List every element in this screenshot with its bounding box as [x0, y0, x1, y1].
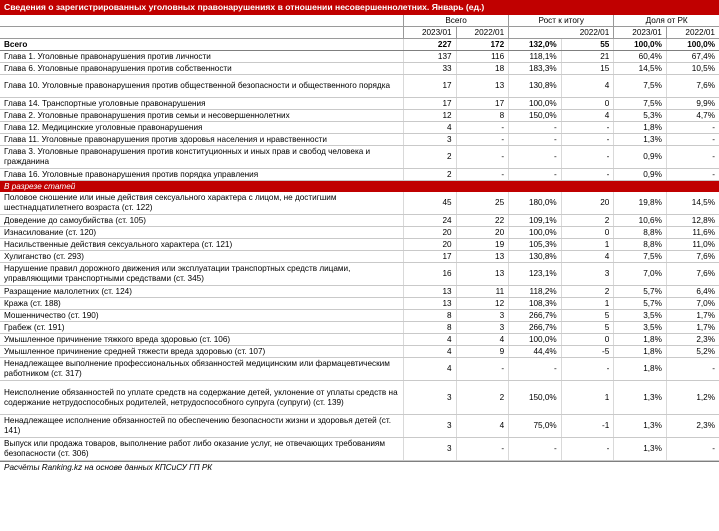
header-period-row: [0, 27, 719, 39]
growth-percent: -: [509, 146, 562, 169]
growth-abs: 5: [561, 322, 614, 334]
share-2023: 7,5%: [614, 75, 667, 98]
share-2022: 11,6%: [666, 227, 719, 239]
growth-abs: 4: [561, 251, 614, 263]
header-growth: Рост к итогу: [509, 15, 614, 27]
row-label: Всего: [0, 39, 403, 51]
growth-percent: 118,1%: [509, 51, 562, 63]
share-2022: 67,4%: [666, 51, 719, 63]
share-2023: 7,0%: [614, 263, 667, 286]
growth-percent: 100,0%: [509, 98, 562, 110]
row-label: Глава 10. Уголовные правонарушения против общественной безопасности и общественного порядка: [0, 75, 403, 98]
article-row: [0, 251, 719, 263]
growth-abs: 55: [561, 39, 614, 51]
growth-abs: -: [561, 438, 614, 461]
growth-percent: 180,0%: [509, 192, 562, 215]
growth-percent: 118,2%: [509, 286, 562, 298]
chapter-row: [0, 146, 719, 169]
value-2023: 33: [403, 63, 456, 75]
share-2023: 5,3%: [614, 110, 667, 122]
chapter-row: [0, 98, 719, 110]
value-2023: 17: [403, 251, 456, 263]
value-2022: 25: [456, 192, 509, 215]
share-2022: 12,8%: [666, 215, 719, 227]
value-2022: 11: [456, 286, 509, 298]
growth-percent: -: [509, 438, 562, 461]
growth-percent: 123,1%: [509, 263, 562, 286]
value-2023: 227: [403, 39, 456, 51]
value-2022: 13: [456, 263, 509, 286]
value-2022: -: [456, 122, 509, 134]
value-2022: 4: [456, 415, 509, 438]
row-label: Хулиганство (ст. 293): [0, 251, 403, 263]
growth-abs: 5: [561, 310, 614, 322]
article-row: [0, 239, 719, 251]
growth-abs: 1: [561, 298, 614, 310]
chapter-row: [0, 63, 719, 75]
value-2023: 4: [403, 346, 456, 358]
chapter-row: [0, 75, 719, 98]
growth-abs: 0: [561, 227, 614, 239]
value-2023: 3: [403, 438, 456, 461]
row-label: Половое сношение или иные действия сексуального характера с лицом, не достигшим шестнадцатилетнего возраста (ст. 122): [0, 192, 403, 215]
share-2022: 14,5%: [666, 192, 719, 215]
growth-percent: 183,3%: [509, 63, 562, 75]
share-2023: 1,8%: [614, 346, 667, 358]
share-2023: 3,5%: [614, 310, 667, 322]
share-2022: 9,9%: [666, 98, 719, 110]
share-2023: 5,7%: [614, 298, 667, 310]
value-2023: 16: [403, 263, 456, 286]
row-label: Изнасилование (ст. 120): [0, 227, 403, 239]
header-period: 2022/01: [509, 27, 614, 39]
growth-abs: 2: [561, 286, 614, 298]
growth-abs: 2: [561, 215, 614, 227]
growth-abs: -: [561, 169, 614, 181]
growth-percent: -: [509, 122, 562, 134]
growth-percent: 130,8%: [509, 251, 562, 263]
share-2022: 7,6%: [666, 263, 719, 286]
share-2022: 7,0%: [666, 298, 719, 310]
share-2023: 100,0%: [614, 39, 667, 51]
share-2022: -: [666, 438, 719, 461]
row-label: Разращение малолетних (ст. 124): [0, 286, 403, 298]
value-2023: 45: [403, 192, 456, 215]
growth-abs: 1: [561, 381, 614, 415]
section-header-row: [0, 181, 719, 193]
value-2023: 4: [403, 358, 456, 381]
value-2022: -: [456, 358, 509, 381]
growth-abs: 3: [561, 263, 614, 286]
article-row: [0, 286, 719, 298]
growth-percent: -: [509, 134, 562, 146]
growth-percent: 100,0%: [509, 227, 562, 239]
row-label: Насильственные действия сексуального характера (ст. 121): [0, 239, 403, 251]
growth-percent: 150,0%: [509, 381, 562, 415]
share-2023: 8,8%: [614, 227, 667, 239]
article-row: [0, 227, 719, 239]
row-label: Глава 6. Уголовные правонарушения против собственности: [0, 63, 403, 75]
value-2022: 20: [456, 227, 509, 239]
growth-percent: 105,3%: [509, 239, 562, 251]
article-row: [0, 381, 719, 415]
share-2023: 1,8%: [614, 334, 667, 346]
row-label: Выпуск или продажа товаров, выполнение работ либо оказание услуг, не отвечающих требованиям безопасности (ст. 306): [0, 438, 403, 461]
growth-abs: -: [561, 358, 614, 381]
share-2023: 10,6%: [614, 215, 667, 227]
row-label: Умышленное причинение тяжкого вреда здоровью (ст. 106): [0, 334, 403, 346]
growth-percent: 108,3%: [509, 298, 562, 310]
growth-percent: 100,0%: [509, 334, 562, 346]
growth-percent: 266,7%: [509, 310, 562, 322]
growth-percent: 109,1%: [509, 215, 562, 227]
value-2023: 4: [403, 122, 456, 134]
row-label: Глава 1. Уголовные правонарушения против личности: [0, 51, 403, 63]
article-row: [0, 415, 719, 438]
growth-percent: 75,0%: [509, 415, 562, 438]
header-period: 2023/01: [403, 27, 456, 39]
growth-abs: 4: [561, 75, 614, 98]
growth-percent: 44,4%: [509, 346, 562, 358]
growth-abs: -: [561, 122, 614, 134]
header-share: Доля от РК: [614, 15, 719, 27]
article-row: [0, 438, 719, 461]
share-2023: 1,3%: [614, 381, 667, 415]
growth-abs: -: [561, 134, 614, 146]
value-2022: 13: [456, 251, 509, 263]
growth-abs: 15: [561, 63, 614, 75]
share-2022: 100,0%: [666, 39, 719, 51]
share-2022: -: [666, 358, 719, 381]
value-2023: 17: [403, 98, 456, 110]
share-2022: 7,6%: [666, 251, 719, 263]
value-2022: 116: [456, 51, 509, 63]
value-2022: -: [456, 169, 509, 181]
row-label: Ненадлежащее исполнение обязанностей по обеспечению безопасности жизни и здоровья детей (ст. 141): [0, 415, 403, 438]
share-2022: 1,2%: [666, 381, 719, 415]
row-label: Глава 12. Медицинские уголовные правонарушения: [0, 122, 403, 134]
share-2023: 7,5%: [614, 251, 667, 263]
value-2023: 13: [403, 298, 456, 310]
chapter-row: [0, 134, 719, 146]
value-2023: 3: [403, 415, 456, 438]
article-row: [0, 298, 719, 310]
row-label: Глава 11. Уголовные правонарушения против здоровья населения и нравственности: [0, 134, 403, 146]
share-2023: 1,3%: [614, 134, 667, 146]
header-group-row: [0, 15, 719, 27]
share-2022: -: [666, 146, 719, 169]
value-2022: 13: [456, 75, 509, 98]
value-2022: 19: [456, 239, 509, 251]
share-2022: -: [666, 169, 719, 181]
data-table: [0, 15, 719, 461]
share-2023: 19,8%: [614, 192, 667, 215]
share-2023: 7,5%: [614, 98, 667, 110]
growth-abs: 21: [561, 51, 614, 63]
article-row: [0, 358, 719, 381]
share-2023: 14,5%: [614, 63, 667, 75]
row-label: Грабеж (ст. 191): [0, 322, 403, 334]
chapter-row: [0, 110, 719, 122]
share-2022: 2,3%: [666, 415, 719, 438]
value-2023: 20: [403, 239, 456, 251]
value-2022: -: [456, 134, 509, 146]
value-2022: 12: [456, 298, 509, 310]
share-2022: -: [666, 134, 719, 146]
share-2023: 60,4%: [614, 51, 667, 63]
share-2023: 5,7%: [614, 286, 667, 298]
row-label: Мошенничество (ст. 190): [0, 310, 403, 322]
value-2023: 4: [403, 334, 456, 346]
growth-percent: -: [509, 358, 562, 381]
growth-percent: 132,0%: [509, 39, 562, 51]
growth-abs: -: [561, 146, 614, 169]
row-label: Нарушение правил дорожного движения или эксплуатации транспортных средств лицами, управляющими транспортными средствами (ст. 345): [0, 263, 403, 286]
value-2022: -: [456, 146, 509, 169]
value-2022: 172: [456, 39, 509, 51]
value-2022: 4: [456, 334, 509, 346]
table-title: Сведения о зарегистрированных уголовных правонарушениях в отношении несовершеннолетних. Январь (ед.): [0, 0, 719, 15]
share-2023: 8,8%: [614, 239, 667, 251]
article-row: [0, 310, 719, 322]
value-2023: 2: [403, 146, 456, 169]
value-2023: 17: [403, 75, 456, 98]
value-2023: 137: [403, 51, 456, 63]
article-row: [0, 334, 719, 346]
value-2022: 22: [456, 215, 509, 227]
share-2023: 1,3%: [614, 415, 667, 438]
growth-abs: 4: [561, 110, 614, 122]
value-2022: 3: [456, 322, 509, 334]
share-2023: 0,9%: [614, 146, 667, 169]
value-2022: 9: [456, 346, 509, 358]
value-2023: 2: [403, 169, 456, 181]
value-2022: 17: [456, 98, 509, 110]
growth-percent: -: [509, 169, 562, 181]
share-2022: 5,2%: [666, 346, 719, 358]
value-2022: -: [456, 438, 509, 461]
share-2022: 4,7%: [666, 110, 719, 122]
value-2022: 2: [456, 381, 509, 415]
growth-abs: 0: [561, 334, 614, 346]
value-2023: 13: [403, 286, 456, 298]
growth-abs: 20: [561, 192, 614, 215]
growth-percent: 130,8%: [509, 75, 562, 98]
article-row: [0, 263, 719, 286]
share-2022: 2,3%: [666, 334, 719, 346]
article-row: [0, 322, 719, 334]
value-2023: 3: [403, 134, 456, 146]
share-2023: 1,8%: [614, 358, 667, 381]
share-2022: 1,7%: [666, 310, 719, 322]
growth-abs: -5: [561, 346, 614, 358]
share-2022: 6,4%: [666, 286, 719, 298]
value-2022: 18: [456, 63, 509, 75]
article-row: [0, 215, 719, 227]
chapter-row: [0, 169, 719, 181]
value-2023: 20: [403, 227, 456, 239]
share-2022: -: [666, 122, 719, 134]
source-note: Расчёты Ranking.kz на основе данных КПСиСУ ГП РК: [0, 461, 719, 473]
share-2022: 7,6%: [666, 75, 719, 98]
article-row: [0, 346, 719, 358]
row-label: Глава 2. Уголовные правонарушения против семьи и несовершеннолетних: [0, 110, 403, 122]
row-label: Неисполнение обязанностей по уплате средств на содержание детей, уклонение от уплаты средств на содержание нетрудоспособных родителей, нетрудоспособного супруга (супруги) (ст. 139): [0, 381, 403, 415]
row-label: Кража (ст. 188): [0, 298, 403, 310]
growth-percent: 150,0%: [509, 110, 562, 122]
value-2022: 8: [456, 110, 509, 122]
growth-abs: -1: [561, 415, 614, 438]
chapter-row: [0, 122, 719, 134]
article-row: [0, 192, 719, 215]
share-2023: 0,9%: [614, 169, 667, 181]
row-label: Ненадлежащее выполнение профессиональных обязанностей медицинским или фармацевтическим работником (ст. 317): [0, 358, 403, 381]
header-period: 2023/01: [614, 27, 667, 39]
value-2023: 3: [403, 381, 456, 415]
growth-percent: 266,7%: [509, 322, 562, 334]
row-label: Глава 3. Уголовные правонарушения против конституционных и иных прав и свобод человека и гражданина: [0, 146, 403, 169]
chapter-row: [0, 51, 719, 63]
value-2022: 3: [456, 310, 509, 322]
growth-abs: 1: [561, 239, 614, 251]
share-2022: 11,0%: [666, 239, 719, 251]
share-2023: 1,3%: [614, 438, 667, 461]
share-2022: 10,5%: [666, 63, 719, 75]
share-2023: 1,8%: [614, 122, 667, 134]
total-row: [0, 39, 719, 51]
value-2023: 12: [403, 110, 456, 122]
growth-abs: 0: [561, 98, 614, 110]
row-label: Доведение до самоубийства (ст. 105): [0, 215, 403, 227]
row-label: Глава 16. Уголовные правонарушения против порядка управления: [0, 169, 403, 181]
header-total: Всего: [403, 15, 508, 27]
header-period: 2022/01: [456, 27, 509, 39]
share-2022: 1,7%: [666, 322, 719, 334]
section-label: В разрезе статей: [0, 181, 719, 193]
value-2023: 24: [403, 215, 456, 227]
row-label: Глава 14. Транспортные уголовные правонарушения: [0, 98, 403, 110]
row-label: Умышленное причинение средней тяжести вреда здоровью (ст. 107): [0, 346, 403, 358]
share-2023: 3,5%: [614, 322, 667, 334]
header-period: 2022/01: [666, 27, 719, 39]
value-2023: 8: [403, 322, 456, 334]
value-2023: 8: [403, 310, 456, 322]
